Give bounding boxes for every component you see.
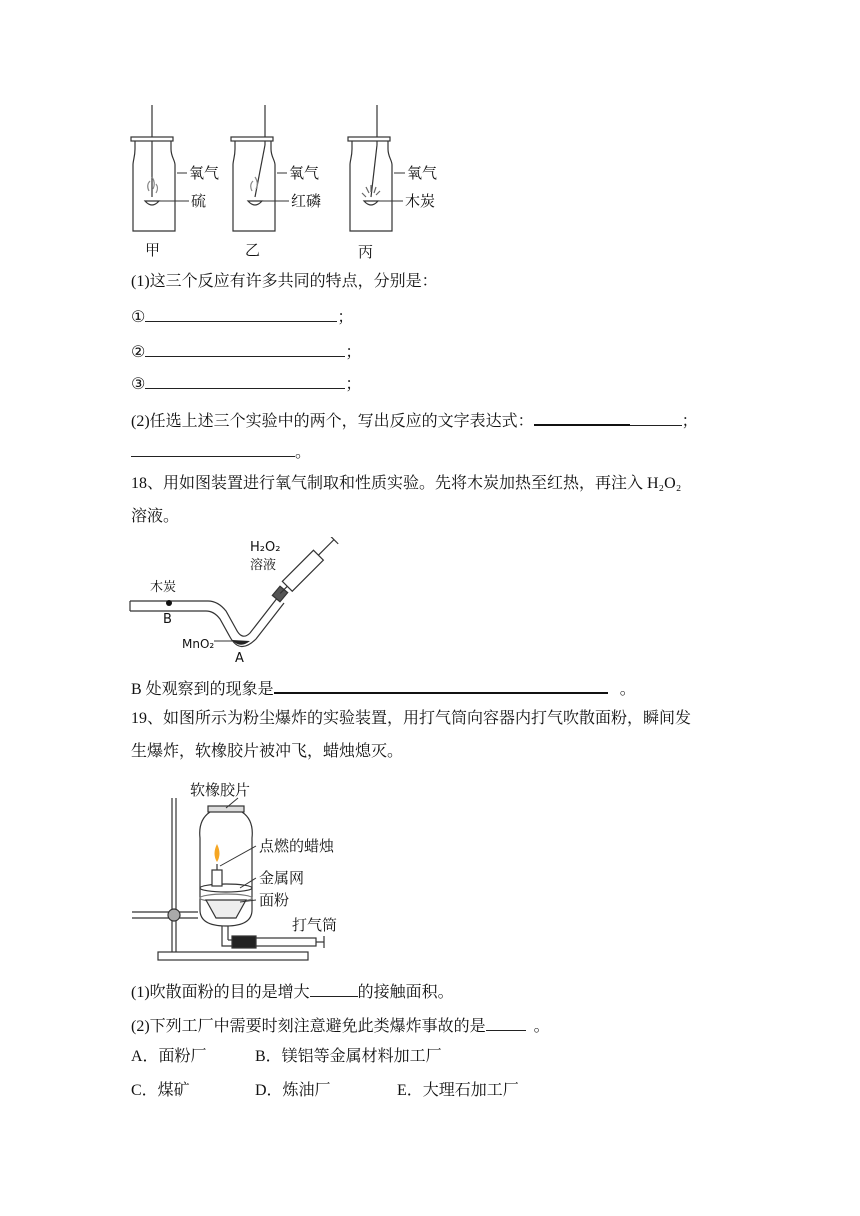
part2-blank-1a[interactable]	[534, 408, 630, 426]
part2-end: 。	[295, 444, 312, 461]
flour-label: 面粉	[259, 891, 290, 909]
q19-line1: 19、如图所示为粉尘爆炸的实验装置，用打气筒向容器内打气吹散面粉，瞬间发	[131, 710, 692, 727]
q18-answer-blank[interactable]	[274, 676, 608, 694]
item2-blank[interactable]	[145, 340, 345, 357]
yi-substance-label: 红磷	[291, 192, 322, 210]
q19-part1-blank[interactable]	[310, 980, 358, 997]
mesh-label: 金属网	[259, 869, 305, 887]
q17-item1	[131, 305, 353, 328]
bing-substance-label: 木炭	[405, 192, 436, 210]
item2-prefix: ②	[131, 344, 146, 361]
q17-part1: (1)这三个反应有许多共同的特点，分别是：	[131, 273, 438, 290]
option-e[interactable]: E．大理石加工厂	[397, 1082, 519, 1099]
q18-line1: 18、用如图装置进行氧气制取和性质实验。先将木炭加热至红热，再注入 H₂O₂	[131, 475, 682, 492]
q18-question	[131, 676, 636, 700]
charcoal-label: 木炭	[150, 580, 177, 595]
option-d[interactable]: D．炼油厂	[255, 1082, 331, 1099]
option-c[interactable]: C．煤矿	[131, 1082, 190, 1099]
jar-jia	[131, 105, 175, 231]
item3-prefix: ③	[131, 376, 146, 393]
q17-part2	[131, 408, 698, 432]
q18-line2: 溶液。	[131, 508, 180, 525]
point-b-label: B	[163, 612, 172, 627]
item1-blank[interactable]	[145, 305, 337, 322]
item3-blank[interactable]	[145, 372, 345, 389]
yi-caption: 乙	[245, 241, 261, 259]
q19-options-row1	[131, 1047, 442, 1067]
rubber-sheet-label: 软橡胶片	[190, 781, 251, 799]
syringe-label-h2o2: H₂O₂	[250, 540, 281, 555]
item1-prefix: ①	[131, 309, 146, 326]
item2-suffix: ；	[345, 344, 362, 361]
q19-part2	[131, 1014, 550, 1037]
item3-suffix: ；	[345, 376, 362, 393]
q19-part2-suffix: 。	[533, 1018, 550, 1035]
pump-label: 打气筒	[292, 916, 338, 934]
point-a-label: A	[235, 651, 244, 666]
jia-substance-label: 硫	[191, 192, 207, 210]
q17-item2	[131, 340, 361, 363]
q19-part2-prefix: (2)下列工厂中需要时刻注意避免此类爆炸事故的是	[131, 1018, 486, 1035]
option-a[interactable]: A．面粉厂	[131, 1048, 207, 1065]
option-b[interactable]: B．镁铝等金属材料加工厂	[255, 1048, 442, 1065]
three-jars-figure	[125, 105, 455, 265]
q17-part2-line2	[131, 440, 311, 463]
part2-blank-1b[interactable]	[630, 409, 682, 426]
syringe-label-solution: 溶液	[250, 558, 277, 573]
q19-part2-blank[interactable]	[486, 1014, 526, 1031]
part2-suffix: ；	[681, 413, 698, 430]
q19-part1	[131, 980, 454, 1003]
dust-explosion-figure	[128, 778, 358, 968]
item1-suffix: ；	[337, 309, 354, 326]
yi-gas-label: 氧气	[289, 164, 320, 182]
q19-part1-suffix: 的接触面积。	[357, 984, 454, 1001]
part2-text: (2)任选上述三个实验中的两个，写出反应的文字表达式：	[131, 413, 534, 430]
q17-item3	[131, 372, 361, 395]
jar-bing	[348, 105, 392, 231]
mno2-label: MnO₂	[182, 637, 215, 651]
q19-part1-prefix: (1)吹散面粉的目的是增大	[131, 984, 310, 1001]
q19-line2: 生爆炸，软橡胶片被冲飞，蜡烛熄灭。	[131, 743, 404, 760]
v-tube-figure	[128, 537, 343, 667]
q18-question-suffix: 。	[619, 681, 636, 698]
candle-label: 点燃的蜡烛	[259, 837, 335, 855]
q18-question-prefix: B 处观察到的现象是	[131, 681, 274, 698]
charcoal-dot	[166, 600, 172, 606]
jia-gas-label: 氧气	[189, 164, 220, 182]
bing-caption: 丙	[358, 243, 374, 261]
jar-yi	[231, 105, 275, 231]
candle-flame	[215, 844, 220, 862]
q19-options-row2	[131, 1081, 519, 1101]
jia-caption: 甲	[145, 241, 161, 259]
bing-gas-label: 氧气	[407, 164, 438, 182]
part2-blank-2[interactable]	[131, 440, 295, 457]
